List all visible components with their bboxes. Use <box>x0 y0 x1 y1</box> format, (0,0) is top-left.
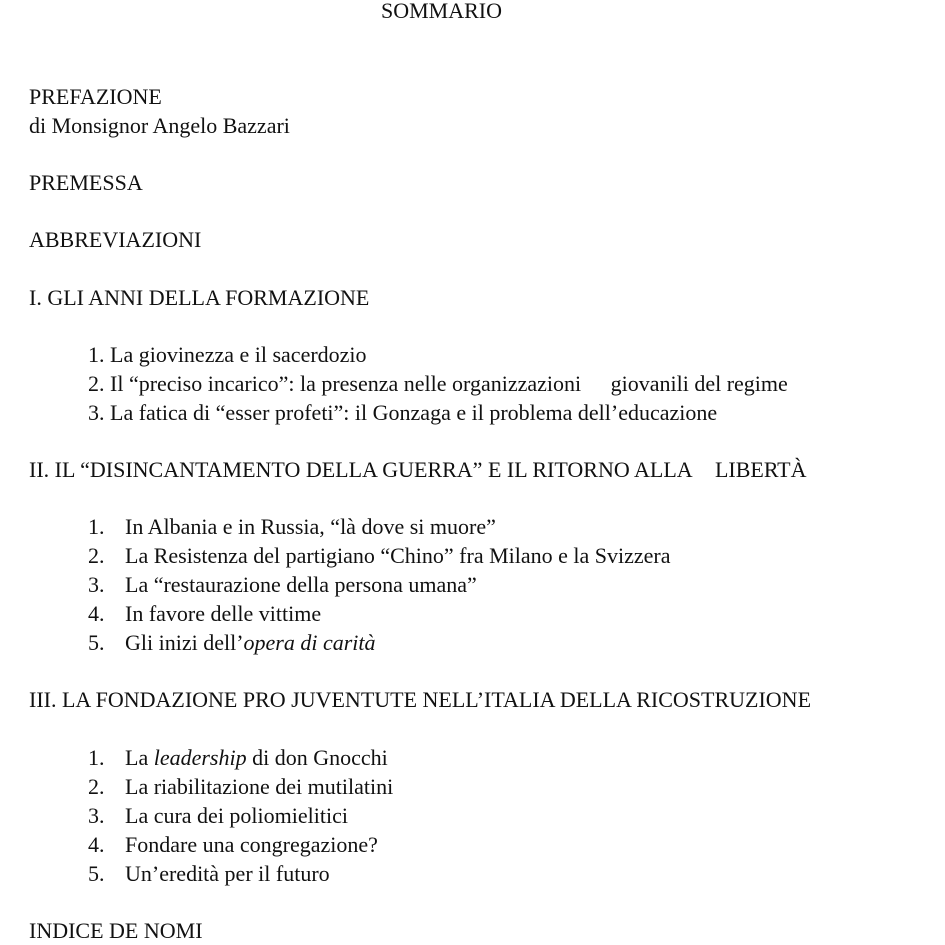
item-text: In Albania e in Russia, “là dove si muore” <box>125 514 496 539</box>
chapter-2-heading <box>29 457 807 483</box>
item-number: 5. <box>88 630 105 655</box>
premessa-heading: PREMESSA <box>29 170 143 195</box>
chapter-1-item: 3. La fatica di “esser profeti”: il Gonzaga e il problema dell’educazione <box>88 400 718 425</box>
item-text: Un’eredità per il futuro <box>125 861 330 886</box>
chapter-2-heading-part1: II. IL “DISINCANTAMENTO DELLA GUERRA” E IL RITORNO ALLA <box>29 457 692 482</box>
item-number: 3. <box>88 572 105 597</box>
item-text: La “restaurazione della persona umana” <box>125 572 477 597</box>
chapter-1-item-text: 2. Il “preciso incarico”: la presenza nelle organizzazioni <box>88 371 582 396</box>
chapter-3-heading: III. LA FONDAZIONE PRO JUVENTUTE NELL’ITALIA DELLA RICOSTRUZIONE <box>29 687 812 712</box>
indice-heading: INDICE DE NOMI <box>29 918 203 943</box>
item-text-suffix: di don Gnocchi <box>246 745 388 770</box>
item-number: 1. <box>88 745 105 770</box>
chapter-1-item-continuation: giovanili del regime <box>610 371 788 396</box>
page-title: SOMMARIO <box>380 0 503 23</box>
item-text: Fondare una congregazione? <box>125 832 378 857</box>
prefazione-heading: PREFAZIONE <box>29 84 162 109</box>
item-text: La riabilitazione dei mutilatini <box>125 774 394 799</box>
item-text <box>125 745 388 771</box>
abbreviazioni-heading: ABBREVIAZIONI <box>29 227 202 252</box>
chapter-2-heading-part2: LIBERTÀ <box>714 457 807 482</box>
item-number: 5. <box>88 861 105 886</box>
item-text-prefix: La <box>125 745 154 770</box>
item-text-italic: opera di carità <box>243 630 376 655</box>
prefazione-author: di Monsignor Angelo Bazzari <box>29 113 290 138</box>
chapter-1-item: 1. La giovinezza e il sacerdozio <box>88 342 367 367</box>
item-text <box>125 630 376 656</box>
item-text: In favore delle vittime <box>125 601 322 626</box>
item-number: 1. <box>88 514 105 539</box>
item-text: La Resistenza del partigiano “Chino” fra Milano e la Svizzera <box>125 543 671 568</box>
chapter-1-heading: I. GLI ANNI DELLA FORMAZIONE <box>29 285 370 310</box>
item-text: La cura dei poliomielitici <box>125 803 348 828</box>
item-number: 4. <box>88 601 105 626</box>
item-number: 4. <box>88 832 105 857</box>
item-text-italic: leadership <box>153 745 247 770</box>
item-number: 3. <box>88 803 105 828</box>
item-number: 2. <box>88 543 105 568</box>
chapter-1-item <box>88 371 788 397</box>
item-number: 2. <box>88 774 105 799</box>
item-text-prefix: Gli inizi dell’ <box>125 630 244 655</box>
